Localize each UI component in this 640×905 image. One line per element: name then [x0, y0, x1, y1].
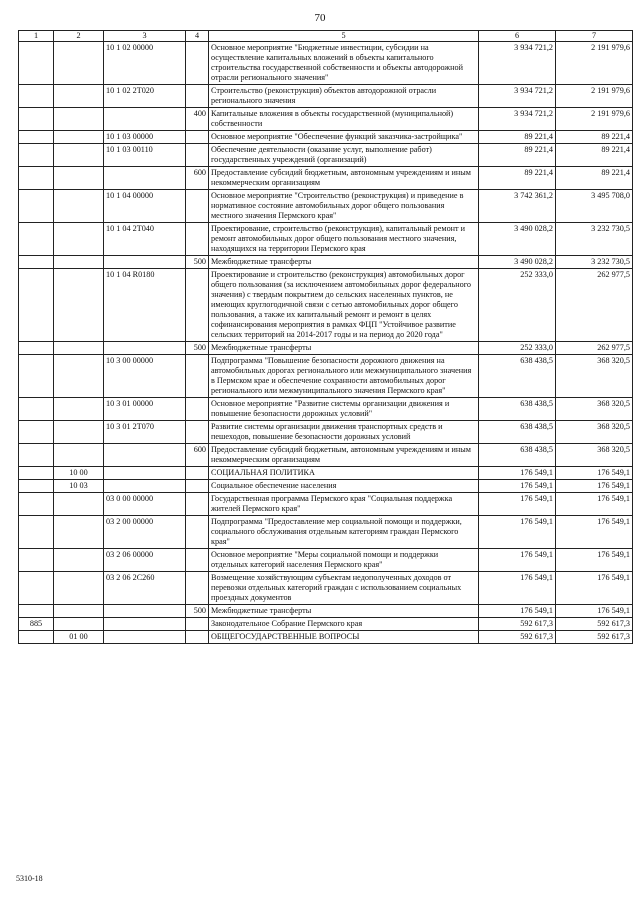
amount-year1-cell: 176 549,1 — [479, 572, 556, 605]
table-row — [19, 444, 633, 467]
description-cell: Возмещение хозяйствующим субъектам недополученных доходов от перевозки отдельных категорий граждан с использованием социальных проездных документов — [209, 572, 479, 605]
section-code-cell — [54, 144, 104, 167]
column-header-1: 1 — [19, 31, 54, 42]
admin-code-cell — [19, 190, 54, 223]
expense-type-cell — [186, 631, 209, 644]
budget-table — [18, 30, 633, 644]
description-cell: Межбюджетные трансферты — [209, 256, 479, 269]
target-article-cell: 03 2 06 2С260 — [104, 572, 186, 605]
table-row — [19, 167, 633, 190]
expense-type-cell — [186, 421, 209, 444]
description-cell: Капитальные вложения в объекты государственной (муниципальной) собственности — [209, 108, 479, 131]
amount-year1-cell: 3 934 721,2 — [479, 42, 556, 85]
table-row — [19, 516, 633, 549]
target-article-cell: 03 2 00 00000 — [104, 516, 186, 549]
amount-year2-cell: 176 549,1 — [556, 480, 633, 493]
expense-type-cell: 400 — [186, 108, 209, 131]
description-cell: Основное мероприятие "Строительство (реконструкция) и приведение в нормативное состояние автомобильных дорог общего пользования местного значения Пермского края" — [209, 190, 479, 223]
amount-year1-cell: 638 438,5 — [479, 398, 556, 421]
column-header-5: 5 — [209, 31, 479, 42]
section-code-cell — [54, 618, 104, 631]
amount-year2-cell: 176 549,1 — [556, 572, 633, 605]
admin-code-cell — [19, 42, 54, 85]
target-article-cell — [104, 108, 186, 131]
column-header-6: 6 — [479, 31, 556, 42]
section-code-cell — [54, 108, 104, 131]
table-row — [19, 269, 633, 342]
description-cell: ОБЩЕГОСУДАРСТВЕННЫЕ ВОПРОСЫ — [209, 631, 479, 644]
table-row — [19, 549, 633, 572]
amount-year2-cell: 262 977,5 — [556, 269, 633, 342]
amount-year2-cell: 176 549,1 — [556, 549, 633, 572]
section-code-cell: 01 00 — [54, 631, 104, 644]
section-code-cell — [54, 493, 104, 516]
amount-year1-cell: 89 221,4 — [479, 131, 556, 144]
amount-year2-cell: 2 191 979,6 — [556, 42, 633, 85]
expense-type-cell — [186, 355, 209, 398]
section-code-cell — [54, 223, 104, 256]
table-row — [19, 355, 633, 398]
amount-year1-cell: 89 221,4 — [479, 144, 556, 167]
admin-code-cell — [19, 131, 54, 144]
expense-type-cell — [186, 398, 209, 421]
expense-type-cell — [186, 131, 209, 144]
expense-type-cell — [186, 549, 209, 572]
amount-year2-cell: 3 232 730,5 — [556, 256, 633, 269]
target-article-cell — [104, 167, 186, 190]
table-row — [19, 85, 633, 108]
target-article-cell: 10 1 03 00110 — [104, 144, 186, 167]
table-row — [19, 605, 633, 618]
column-header-3: 3 — [104, 31, 186, 42]
expense-type-cell — [186, 493, 209, 516]
amount-year1-cell: 3 934 721,2 — [479, 108, 556, 131]
amount-year2-cell: 3 232 730,5 — [556, 223, 633, 256]
table-row — [19, 342, 633, 355]
amount-year1-cell: 176 549,1 — [479, 549, 556, 572]
admin-code-cell — [19, 398, 54, 421]
admin-code-cell — [19, 493, 54, 516]
target-article-cell: 10 3 01 2Т070 — [104, 421, 186, 444]
description-cell: Основное мероприятие "Обеспечение функций заказчика-застройщика" — [209, 131, 479, 144]
page-number: 70 — [314, 12, 326, 24]
admin-code-cell — [19, 144, 54, 167]
section-code-cell — [54, 516, 104, 549]
expense-type-cell — [186, 618, 209, 631]
expense-type-cell — [186, 144, 209, 167]
amount-year1-cell: 176 549,1 — [479, 493, 556, 516]
target-article-cell: 10 3 00 00000 — [104, 355, 186, 398]
admin-code-cell — [19, 85, 54, 108]
amount-year1-cell: 3 742 361,2 — [479, 190, 556, 223]
amount-year1-cell: 89 221,4 — [479, 167, 556, 190]
amount-year1-cell: 252 333,0 — [479, 269, 556, 342]
expense-type-cell — [186, 223, 209, 256]
amount-year1-cell: 592 617,3 — [479, 618, 556, 631]
amount-year1-cell: 176 549,1 — [479, 480, 556, 493]
admin-code-cell — [19, 355, 54, 398]
target-article-cell — [104, 444, 186, 467]
table-row — [19, 131, 633, 144]
section-code-cell — [54, 269, 104, 342]
amount-year2-cell: 368 320,5 — [556, 444, 633, 467]
description-cell: СОЦИАЛЬНАЯ ПОЛИТИКА — [209, 467, 479, 480]
expense-type-cell — [186, 269, 209, 342]
description-cell: Социальное обеспечение населения — [209, 480, 479, 493]
admin-code-cell — [19, 631, 54, 644]
expense-type-cell — [186, 190, 209, 223]
amount-year2-cell: 3 495 708,0 — [556, 190, 633, 223]
admin-code-cell — [19, 167, 54, 190]
amount-year2-cell: 176 549,1 — [556, 605, 633, 618]
target-article-cell — [104, 342, 186, 355]
expense-type-cell — [186, 85, 209, 108]
description-cell: Проектирование и строительство (реконструкция) автомобильных дорог общего пользования (за исключением автомобильных дорог федерального значения) с твердым покрытием до сельских населенных пунктов, не имеющих круглогодичной связи с сетью автомобильных дорог общего пользования, а также их капитальный ремонт и ремонт в целях софинансирования мероприятия в рамках ФЦП "Устойчивое развитие сельских территорий на 2014-2017 годы и на период до 2020 года" — [209, 269, 479, 342]
header-row — [19, 31, 633, 42]
description-cell: Обеспечение деятельности (оказание услуг, выполнение работ) государственных учреждений (организаций) — [209, 144, 479, 167]
admin-code-cell — [19, 549, 54, 572]
amount-year2-cell: 89 221,4 — [556, 131, 633, 144]
amount-year1-cell: 3 490 028,2 — [479, 223, 556, 256]
amount-year2-cell: 592 617,3 — [556, 631, 633, 644]
section-code-cell — [54, 549, 104, 572]
amount-year1-cell: 176 549,1 — [479, 467, 556, 480]
target-article-cell — [104, 256, 186, 269]
table-row — [19, 421, 633, 444]
amount-year2-cell: 176 549,1 — [556, 467, 633, 480]
expense-type-cell: 500 — [186, 342, 209, 355]
description-cell: Проектирование, строительство (реконструкция), капитальный ремонт и ремонт автомобильных дорог общего пользования местного значения, находящихся на территории Пермского края — [209, 223, 479, 256]
admin-code-cell: 885 — [19, 618, 54, 631]
target-article-cell: 03 0 00 00000 — [104, 493, 186, 516]
amount-year2-cell: 368 320,5 — [556, 421, 633, 444]
table-row — [19, 398, 633, 421]
admin-code-cell — [19, 256, 54, 269]
admin-code-cell — [19, 605, 54, 618]
target-article-cell: 10 1 03 00000 — [104, 131, 186, 144]
amount-year1-cell: 176 549,1 — [479, 605, 556, 618]
expense-type-cell — [186, 516, 209, 549]
admin-code-cell — [19, 421, 54, 444]
target-article-cell — [104, 480, 186, 493]
section-code-cell — [54, 342, 104, 355]
table-row — [19, 480, 633, 493]
description-cell: Основное мероприятие "Развитие системы организации движения и повышение безопасности дорожных условий" — [209, 398, 479, 421]
expense-type-cell — [186, 467, 209, 480]
admin-code-cell — [19, 108, 54, 131]
description-cell: Межбюджетные трансферты — [209, 342, 479, 355]
admin-code-cell — [19, 444, 54, 467]
table-row — [19, 631, 633, 644]
table-row — [19, 190, 633, 223]
target-article-cell: 10 1 02 00000 — [104, 42, 186, 85]
target-article-cell: 03 2 06 00000 — [104, 549, 186, 572]
expense-type-cell — [186, 480, 209, 493]
amount-year1-cell: 3 490 028,2 — [479, 256, 556, 269]
admin-code-cell — [19, 480, 54, 493]
amount-year2-cell: 176 549,1 — [556, 493, 633, 516]
section-code-cell — [54, 572, 104, 605]
admin-code-cell — [19, 223, 54, 256]
column-header-7: 7 — [556, 31, 633, 42]
table-row — [19, 108, 633, 131]
amount-year2-cell: 2 191 979,6 — [556, 85, 633, 108]
target-article-cell — [104, 467, 186, 480]
description-cell: Законодательное Собрание Пермского края — [209, 618, 479, 631]
table-row — [19, 618, 633, 631]
column-header-2: 2 — [54, 31, 104, 42]
expense-type-cell: 500 — [186, 256, 209, 269]
amount-year2-cell: 262 977,5 — [556, 342, 633, 355]
amount-year2-cell: 592 617,3 — [556, 618, 633, 631]
amount-year1-cell: 3 934 721,2 — [479, 85, 556, 108]
amount-year2-cell: 176 549,1 — [556, 516, 633, 549]
amount-year1-cell: 638 438,5 — [479, 421, 556, 444]
description-cell: Государственная программа Пермского края "Социальная поддержка жителей Пермского края" — [209, 493, 479, 516]
table-row — [19, 42, 633, 85]
section-code-cell — [54, 605, 104, 618]
section-code-cell — [54, 42, 104, 85]
table-row — [19, 144, 633, 167]
target-article-cell: 10 3 01 00000 — [104, 398, 186, 421]
column-header-4: 4 — [186, 31, 209, 42]
section-code-cell — [54, 256, 104, 269]
amount-year1-cell: 592 617,3 — [479, 631, 556, 644]
target-article-cell: 10 1 04 00000 — [104, 190, 186, 223]
section-code-cell — [54, 421, 104, 444]
document-code: 5310-18 — [16, 874, 43, 883]
admin-code-cell — [19, 516, 54, 549]
table-body — [19, 42, 633, 644]
table-row — [19, 572, 633, 605]
table-row — [19, 467, 633, 480]
description-cell: Основное мероприятие "Меры социальной помощи и поддержки отдельных категорий населения Пермского края" — [209, 549, 479, 572]
amount-year1-cell: 176 549,1 — [479, 516, 556, 549]
expense-type-cell: 600 — [186, 444, 209, 467]
description-cell: Основное мероприятие "Бюджетные инвестиции, субсидии на осуществление капитальных вложений в объекты капитального строительства государственной собственности и объекты автодорожной отрасли регионального значения" — [209, 42, 479, 85]
target-article-cell — [104, 618, 186, 631]
target-article-cell: 10 1 04 R0180 — [104, 269, 186, 342]
section-code-cell — [54, 444, 104, 467]
section-code-cell — [54, 131, 104, 144]
admin-code-cell — [19, 572, 54, 605]
section-code-cell: 10 03 — [54, 480, 104, 493]
section-code-cell — [54, 167, 104, 190]
description-cell: Предоставление субсидий бюджетным, автономным учреждениям и иным некоммерческим организациям — [209, 444, 479, 467]
section-code-cell — [54, 190, 104, 223]
amount-year2-cell: 2 191 979,6 — [556, 108, 633, 131]
target-article-cell: 10 1 02 2Т020 — [104, 85, 186, 108]
amount-year1-cell: 638 438,5 — [479, 444, 556, 467]
amount-year2-cell: 368 320,5 — [556, 355, 633, 398]
description-cell: Предоставление субсидий бюджетным, автономным учреждениям и иным некоммерческим организациям — [209, 167, 479, 190]
target-article-cell: 10 1 04 2Т040 — [104, 223, 186, 256]
description-cell: Развитие системы организации движения транспортных средств и пешеходов, повышение безопасности дорожных условий — [209, 421, 479, 444]
description-cell: Подпрограмма "Повышение безопасности дорожного движения на автомобильных дорогах регионального или межмуниципального значения в Пермском крае и обеспечение сохранности автомобильных дорог регионального или межмуниципального значения Пермского края" — [209, 355, 479, 398]
description-cell: Межбюджетные трансферты — [209, 605, 479, 618]
table-row — [19, 256, 633, 269]
expense-type-cell: 500 — [186, 605, 209, 618]
target-article-cell — [104, 605, 186, 618]
section-code-cell — [54, 398, 104, 421]
section-code-cell: 10 00 — [54, 467, 104, 480]
amount-year1-cell: 252 333,0 — [479, 342, 556, 355]
admin-code-cell — [19, 342, 54, 355]
section-code-cell — [54, 85, 104, 108]
description-cell: Подпрограмма "Предоставление мер социальной помощи и поддержки, социального обслуживания отдельным категориям граждан Пермского края" — [209, 516, 479, 549]
amount-year2-cell: 89 221,4 — [556, 144, 633, 167]
expense-type-cell — [186, 42, 209, 85]
expense-type-cell: 600 — [186, 167, 209, 190]
table-row — [19, 223, 633, 256]
amount-year1-cell: 638 438,5 — [479, 355, 556, 398]
amount-year2-cell: 89 221,4 — [556, 167, 633, 190]
admin-code-cell — [19, 467, 54, 480]
table-row — [19, 493, 633, 516]
description-cell: Строительство (реконструкция) объектов автодорожной отрасли регионального значения — [209, 85, 479, 108]
amount-year2-cell: 368 320,5 — [556, 398, 633, 421]
target-article-cell — [104, 631, 186, 644]
section-code-cell — [54, 355, 104, 398]
admin-code-cell — [19, 269, 54, 342]
expense-type-cell — [186, 572, 209, 605]
